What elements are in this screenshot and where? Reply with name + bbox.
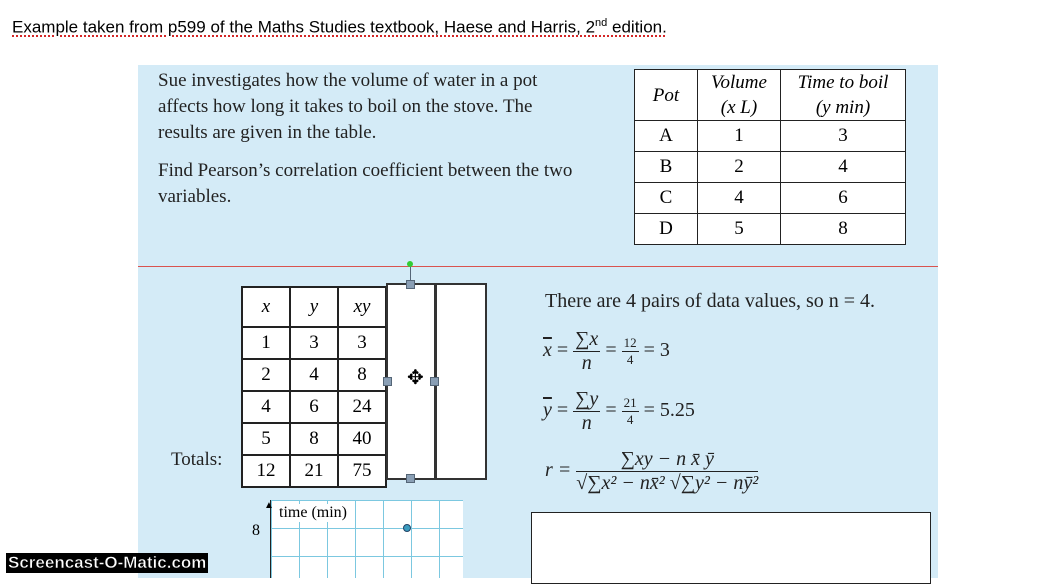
problem-question: Find Pearson’s correlation coefficient between the two variables. [158,160,573,207]
resize-handle[interactable] [383,377,392,386]
watermark: Screencast-O-Matic.com [8,553,207,572]
table-row: 4 6 24 [242,391,386,423]
xbar-formula: $\overline{x}$ = $\frac{\sum x}{n}$ = $\frac{12}{4}$ = 3 [543,328,670,374]
sums-table: x y xy 1 3 3 2 4 8 4 6 24 5 8 40 12 21 75 [241,286,387,488]
empty-column-shape[interactable] [435,283,487,480]
resize-handle[interactable] [406,280,415,289]
move-cursor-icon: ✥ [407,367,424,389]
table-row: B 2 4 [635,152,906,183]
totals-row: 12 21 75 [242,455,386,487]
table-row: 2 4 8 [242,359,386,391]
table-row: 5 8 40 [242,423,386,455]
totals-label: Totals: [171,449,223,470]
data-point [403,524,411,532]
y-axis-arrow-icon: ▲ [264,500,274,511]
y-tick: 8 [252,522,260,539]
resize-handle[interactable] [406,474,415,483]
r-formula: r = $\frac{\text{∑xy − n x̄ ȳ}}{\text{√∑x² − nx̄² √∑y² − nȳ²}}$ [545,448,759,494]
table-row: C 4 6 [635,183,906,214]
table-row: 1 3 3 [242,327,386,359]
intro-text: There are 4 pairs of data values, so n = 4. [545,290,876,312]
y-axis-label: time (min) [279,504,347,521]
ybar-formula: $\overline{y}$ = $\frac{\sum y}{n}$ = $\frac{21}{4}$ = 5.25 [543,388,695,434]
table-row: A 1 3 [635,121,906,152]
table-row: D 5 8 [635,214,906,245]
divider [138,266,938,267]
resize-handle[interactable] [430,377,439,386]
page-title: Example taken from p599 of the Maths Studies textbook, Haese and Harris, 2nd edition. [12,17,667,37]
answer-box[interactable] [531,512,931,584]
problem-text: Sue investigates how the volume of water in a pot affects how long it takes to boil on the stove. The results are given in the table. [158,70,538,143]
pot-table: Pot Volume (x L) Time to boil (y min) A 1 3 B 2 4 C 4 6 D 5 8 [634,69,906,245]
rotate-handle[interactable] [407,261,413,267]
